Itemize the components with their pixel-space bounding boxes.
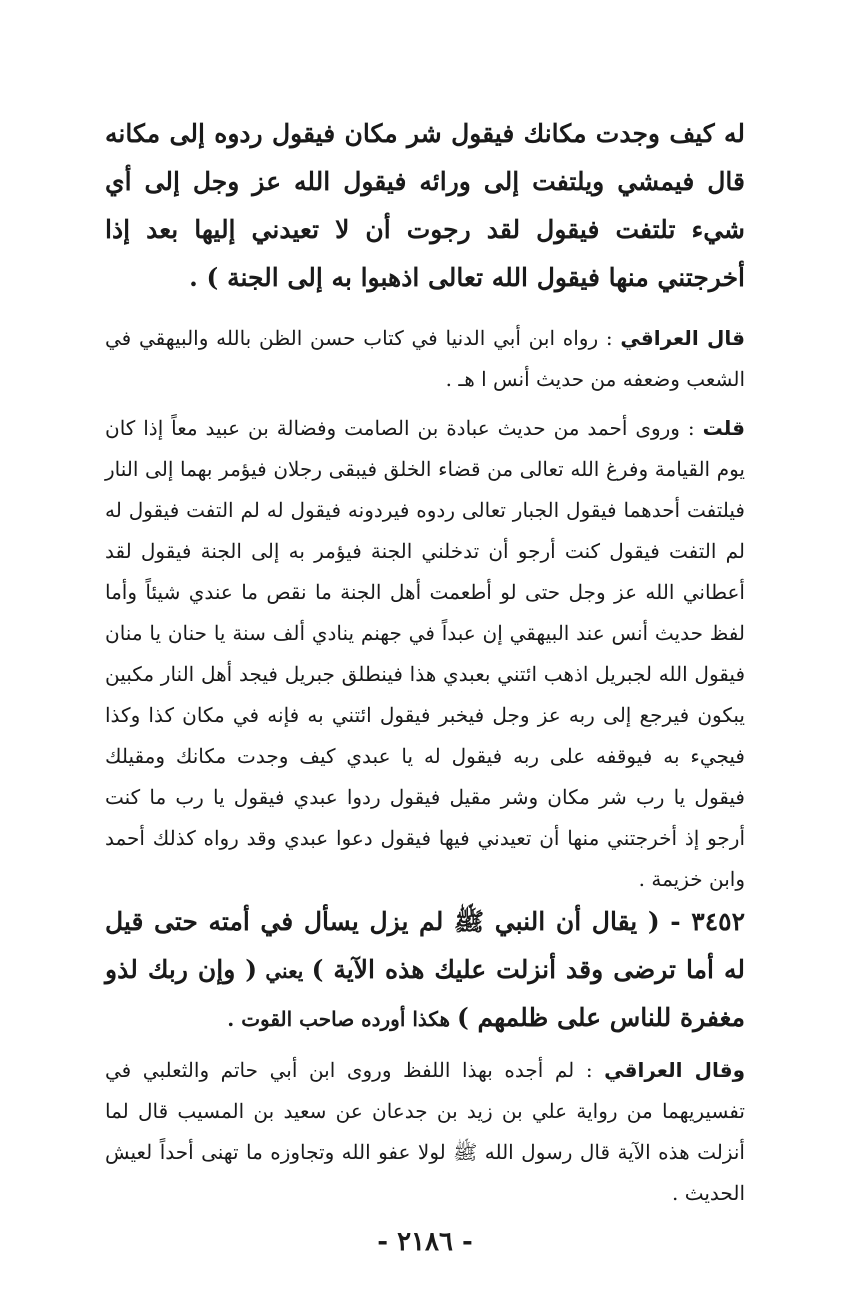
iraqi-label: قال العراقي [620,326,746,350]
iraqi-text-2: : لم أجده بهذا اللفظ وروى ابن أبي حاتم والثعلبي في تفسيريهما من رواية علي بن زيد بن جدعان عن سعيد بن المسيب قال لما أنزلت هذه الآية قال رسول الله ﷺ لولا عفو الله وتجاوزه ما تهنى أحداً لعيش الحديث . [105,1058,745,1205]
iraqi-label-2: وقال العراقي [604,1058,746,1082]
qultu-label: قلت [702,416,745,440]
paragraph-continuation: له كيف وجدت مكانك فيقول شر مكان فيقول ردوه إلى مكانه قال فيمشي ويلتفت إلى ورائه فيقول الله عز وجل إلى أي شيء تلتفت فيقول لقد رجوت أن لا تعيدني إليها بعد إذا أخرجتني منها فيقول الله تعالى اذهبوا به إلى الجنة ) . [105,119,745,292]
page-number: - ٢١٨٦ - [377,1227,473,1257]
hadith-middle: يعني [257,959,312,983]
qultu-text: : وروى أحمد من حديث عبادة بن الصامت وفضالة بن عبيد معاً إذا كان يوم القيامة وفرغ الله تعالى من قضاء الخلق فيبقى رجلان فيؤمر بهما إلى النار فيلتفت أحدهما فيقول الجبار تعالى ردوه فيردونه فيقول له لم التفت فيقول له لم التفت فيقول كنت أرجو أن تدخلني الجنة فيؤمر به إلى الجنة فيقول لقد أعطاني الله عز وجل حتى لو أطعمت أهل الجنة ما نقص ما عندي شيئاً وأما لفظ حديث أنس عند البيهقي إن عبداً في جهنم ينادي ألف سنة يا حنان يا منان فيقول الله لجبريل اذهب ائتني بعبدي هذا فينطلق جبريل فيجد أهل النار مكبين يبكون فيرجع إلى ربه عز وجل فيخبر فيقول ائتني به فإنه في مكان كذا وكذا فيجيء به فيوقفه على ربه فيقول له يا عبدي كيف وجدت مكانك ومقيلك فيقول يا رب شر مكان وشر مقيل فيقول ردوا عبدي فيقول يا رب ما كنت أرجو إذ أخرجتني منها أن تعيدني فيها فيقول دعوا عبدي وقد رواه كذلك أحمد وابن خزيمة . [105,416,745,891]
iraqi-commentary-1 [105,318,745,400]
hadith-tail: هكذا أورده صاحب القوت . [227,1007,457,1031]
iraqi-text: : رواه ابن أبي الدنيا في كتاب حسن الظن بالله والبيهقي في الشعب وضعفه من حديث أنس ا هـ . [105,326,745,391]
qultu-paragraph [105,408,745,900]
hadith-3452 [105,898,745,1042]
iraqi-commentary-2 [105,1050,745,1214]
hadith-lead: ٣٤٥٢ - ( يقال أن النبي ﷺ لم يزل يسأل في أمته حتى قيل له أما ترضى وقد أنزلت عليك هذه الآية ) [105,907,745,984]
hadith-verse: ( وإن ربك لذو مغفرة للناس على ظلمهم ) [105,955,745,1032]
